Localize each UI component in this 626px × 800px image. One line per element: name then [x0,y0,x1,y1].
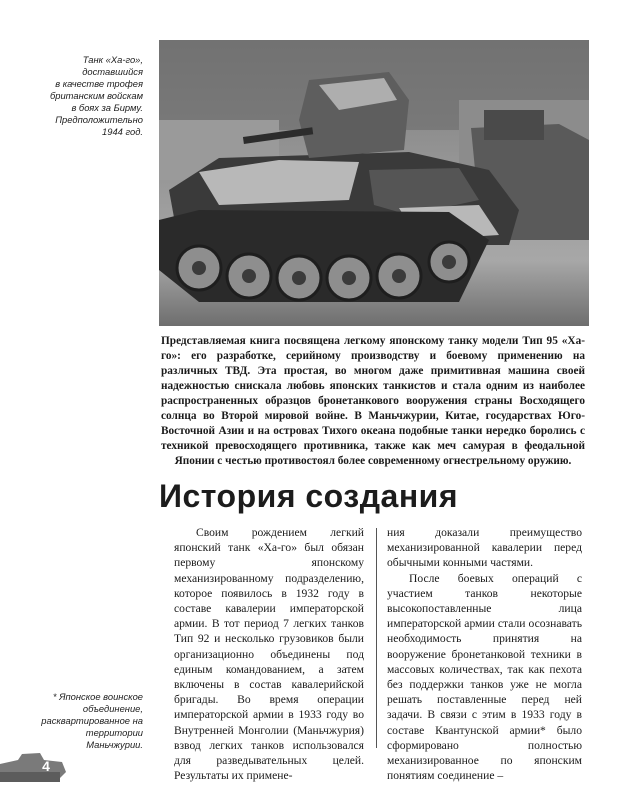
footnote-line: * Японское воинское [52,691,143,702]
text-column-right [387,525,582,783]
footnote [15,691,143,751]
footnote-line: Маньчжурии. [86,739,143,750]
tank-illustration [159,40,589,326]
body-paragraph: ния доказали преимущество механизированной кавалерии перед обычными конными частями. [387,526,582,570]
intro-paragraph: Представляемая книга посвящена легкому японскому танку модели Тип 95 «Ха-го»: его разработке, серийному производству и боевому применению на различных ТВД. Эта простая, во многом даже примитивная машина своей надежностью снискала любовь японских танкистов и стала одним из наиболее распространенных образцов бронетанкового вооружения страны Восходящего солнца во Второй мировой войне. В Маньчжурии, Китае, государствах Юго-Восточной Азии и на островах Тихого океана подобные танки нередко боролись с техникой превосходящего противника, также как меч самурая в феодальной Японии с честью противостоял более современному огнестрельному оружию. [161,335,585,467]
footnote-line: территории [85,727,143,738]
column-divider [376,528,377,748]
photo-caption-line: Предположительно [55,114,143,125]
footnote-line: объединение, [82,703,143,714]
section-heading: История создания [159,478,458,514]
page-marker-tank-icon [0,750,70,784]
body-paragraph: После боевых операций с участием танков некоторые высокопоставленные лица императорской армии стали осознавать необходимость принятия на вооружение бронетанковой техники в массовых количествах, так как пехота без поддержки танков уже не могла решать поставленные перед ней задачи. В связи с этим в 1933 году в составе Квантунской армии* было сформировано полностью механизированное по японским понятиям соединение – [387,571,582,783]
tank-photo [159,40,589,326]
photo-caption-line: в боях за Бирму. [71,102,143,113]
photo-caption-line: Танк «Ха-го», [82,54,143,65]
body-paragraph: Своим рождением легкий японский танк «Ха-го» был обязан первому японскому механизированному подразделению, которое появилось в 1932 году в составе кавалерии императорской армии. В тот период 7 легких танков Тип 92 и несколько грузовиков были организационно объединены под единым командованием, а затем включены в состав кавалерийской бригады. Во время операции императорской армии в 1933 году во Внутренней Монголии (Маньчжурия) взвод легких танков использовался для разведывательных целей. Результаты их примене- [174,526,364,783]
photo-caption-line: в качестве трофея [55,78,143,89]
photo-caption-line: 1944 год. [102,126,143,137]
text-column-left [174,525,364,783]
photo-caption [23,54,143,138]
page-number: 4 [42,758,50,774]
photo-caption-line: британским войскам [49,90,143,101]
photo-caption-line: доставшийся [82,66,143,77]
footnote-line: расквартированное на [41,715,143,726]
